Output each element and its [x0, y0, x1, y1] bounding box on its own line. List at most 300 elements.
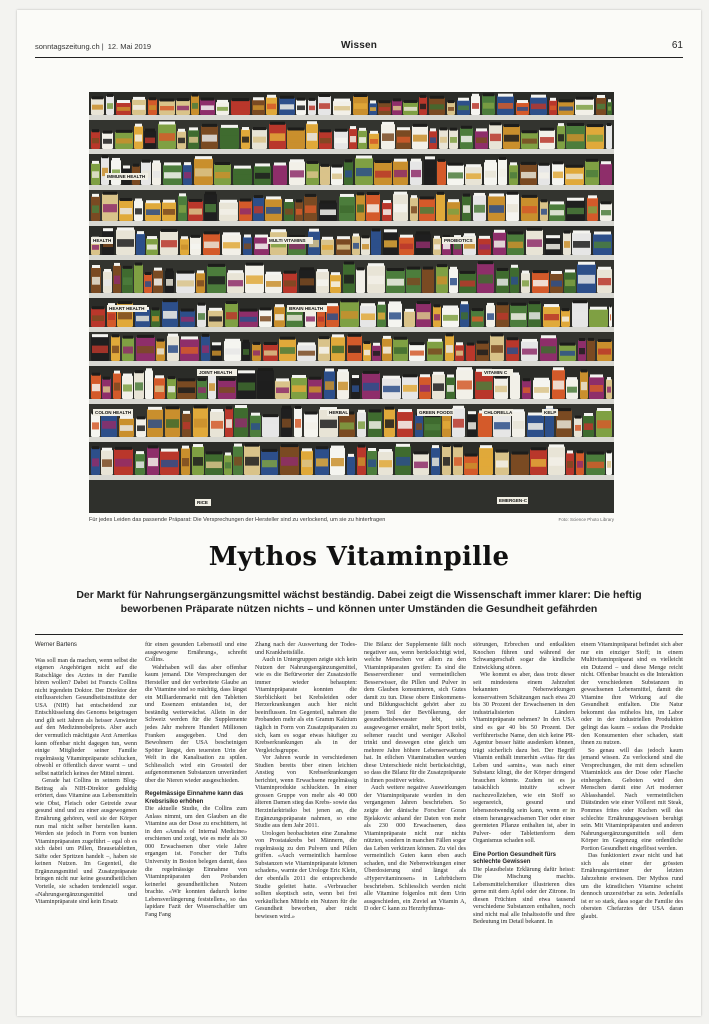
- bottle-cap: [497, 268, 508, 271]
- bottle-label: [318, 317, 324, 322]
- bottle-label: [598, 349, 611, 355]
- bottle-cap: [103, 131, 112, 134]
- bottle-label: [302, 460, 312, 467]
- bottle-cap: [416, 231, 430, 234]
- bottle-label: [157, 348, 164, 354]
- photo-caption: [89, 517, 614, 523]
- bottle-label: [225, 462, 231, 468]
- bottle-label: [587, 462, 604, 468]
- bottle-cap: [166, 406, 179, 409]
- bottle-cap: [263, 414, 278, 417]
- bottle-label: [240, 317, 257, 322]
- bottle-cap: [359, 128, 366, 131]
- bottle-cap: [274, 162, 286, 165]
- bottle-label: [411, 206, 417, 213]
- bottle-label: [517, 107, 528, 111]
- bottle-cap: [235, 405, 247, 408]
- bottle-cap: [137, 335, 154, 338]
- bottle-cap: [288, 127, 304, 130]
- bottle-cap: [205, 192, 216, 195]
- bottle-label: [116, 138, 132, 143]
- paragraph: Die aktuelle Studie, die Collins zum Anlass nimmt, um den Glauben an die Vitamine aus der Dose zu erschüttern, ist in den «Annals of Internal Medicine» erschienen und zeigt, wie es mehr als 30 000 Erwachsenen über viele Jahre ergangen ist. Forscher der Tufts University in Boston belegen damit, dass die regelmässige Einnahme von Vitaminpräparaten den Probanden keinerlei gesundheitlichen Nutzen brachte. «Wir konnten dadurch keine Lebensverlängerung feststellen», so das lapidare Fazit der Wissenschaftler um Fang Fang: [145, 806, 247, 918]
- bottle-label: [562, 317, 569, 322]
- bottle-cap: [383, 200, 391, 203]
- bottle-label: [281, 457, 298, 466]
- bottle-label: [438, 170, 445, 177]
- bottle-label: [198, 313, 205, 320]
- bottle-cap: [468, 411, 476, 414]
- bottle-label: [160, 106, 174, 110]
- bottle-label: [253, 350, 260, 355]
- bottle-cap: [181, 336, 198, 339]
- bottle-label: [320, 420, 337, 428]
- bottle-label: [423, 278, 433, 285]
- bottle-cap: [168, 334, 178, 337]
- bottle-label: [379, 460, 392, 467]
- bottle-cap: [357, 192, 364, 195]
- bottle-label: [145, 281, 151, 287]
- bottle-cap: [480, 445, 492, 448]
- bottle-cap: [302, 448, 312, 451]
- bottle-cap: [453, 406, 464, 409]
- bottle-cap: [414, 451, 428, 454]
- paragraph: Gerade hat Collins in seinem Blog-Beitrag als NIH-Direktor geduldig erörtert, dass Vitamine aus Lebensmitteln wie Obst, Fleisch oder Getreide zwar gesund sind und zu einer ausgewogenen Ernährung gehören, weil sie der Körper nun mal nicht selber herstellen kann. Werden sie jedoch in Form von bunten Vitaminpräparaten zugeführt – egal ob es sich dabei um Pillen, Brausetabletten, Säfte oder Spritzen handelt –, haben sie keinen Nutzen. Im Gegenteil, die Ergänzungsmittel und Zusatzpräparate bringen nicht nur keine gesundheitlichen Vorteile, sie schaden tendenziell sogar. «Nahrungsergänzungsmittel und Vitaminpräparate sind kein Ersatz: [35, 778, 137, 906]
- bottle-label: [206, 462, 222, 468]
- bottle-cap: [423, 267, 433, 270]
- bottle-label: [341, 311, 358, 319]
- bottle-label: [92, 458, 99, 466]
- bottle-label: [450, 137, 457, 143]
- bottle-cap: [420, 95, 426, 98]
- paragraph: So genau will das jedoch kaum jemand wissen. Zu verlockend sind die Versprechungen, die mit dem schnellen Vitaminkick aus der Dose oder Flasche einhergehen. Geboten wird den Menschen damit eine Art moderner Ablasshandel. Nach vermeintlichen Diätsünden wie einer Völlerei mit Steak, Pommes frites oder Kuchen will das schlechte Ernährungsgewissen beruhigt sein. Mit Vitaminpräparaten und anderen Nahrungsergänzungsmitteln soll dem Körper im Gegenzug eine ordentliche Portion Gesundheit eingeflösst werden.: [581, 747, 683, 852]
- photo-credit: Foto: Science Photo Library: [558, 517, 614, 522]
- bottle-label: [567, 387, 577, 393]
- bottle-label: [461, 312, 468, 319]
- bottle-cap: [276, 378, 289, 381]
- bottle-label: [479, 244, 490, 249]
- shelves-illustration: [89, 92, 614, 513]
- bottle-cap: [155, 375, 164, 378]
- bottle-cap: [242, 127, 249, 130]
- bottle-label: [559, 107, 573, 111]
- bottle-label: [489, 205, 504, 213]
- bottle-cap: [551, 271, 562, 274]
- bottle-cap: [358, 445, 365, 448]
- bottle-label: [541, 209, 547, 215]
- bottle-label: [385, 419, 394, 428]
- bottle-cap: [541, 335, 556, 338]
- bottle-cap: [212, 342, 221, 345]
- bottle-cap: [136, 451, 144, 454]
- bottle-cap: [297, 98, 305, 101]
- bottle-cap: [195, 156, 212, 159]
- bottle-label: [443, 421, 450, 429]
- bottle-cap: [280, 337, 295, 340]
- bottle-label: [527, 239, 542, 247]
- bottle-cap: [161, 449, 178, 452]
- bottle-cap: [383, 376, 400, 379]
- bottle-cap: [352, 375, 359, 378]
- bottle-label: [463, 205, 470, 213]
- product-label-emergenc: EMERGEN-C: [499, 498, 528, 503]
- bottle-cap: [102, 155, 108, 158]
- bottle-cap: [179, 193, 186, 196]
- bottle-cap: [491, 333, 503, 336]
- section-title: Wissen: [340, 40, 378, 51]
- bottle-cap: [266, 272, 281, 275]
- bottle-cap: [244, 234, 251, 237]
- bottle-label: [598, 278, 611, 285]
- bottle-label: [275, 314, 284, 320]
- bottle-label: [498, 103, 513, 109]
- subheading: Regelmässige Einnahme kann das Krebsrisiko erhöhen: [145, 791, 244, 805]
- paragraph: Zhang nach der Auswertung der Todes- und Krankheitsfälle.: [255, 642, 357, 656]
- bottle-label: [601, 172, 611, 179]
- bottle-cap: [485, 160, 496, 163]
- bottle-label: [136, 316, 149, 321]
- bottle-label: [288, 137, 304, 143]
- bottle-label: [204, 242, 219, 248]
- bottle-label: [490, 134, 501, 141]
- shelf-edge: [89, 115, 614, 120]
- bottle-label: [253, 137, 266, 143]
- site-name: sonntagszeitung.ch: [35, 42, 100, 51]
- bottle-cap: [437, 192, 444, 195]
- bottle-label: [494, 422, 510, 429]
- bottle-label: [370, 107, 376, 111]
- bottle-cap: [411, 195, 417, 198]
- lede-rule: [35, 634, 683, 635]
- bottle-cap: [135, 198, 142, 201]
- bottle-label: [546, 419, 553, 428]
- bottle-cap: [511, 303, 526, 306]
- bottle-cap: [206, 451, 222, 454]
- bottle-label: [541, 346, 556, 353]
- bottle-label: [394, 347, 407, 354]
- bottle-cap: [461, 301, 468, 304]
- bottle-cap: [102, 448, 112, 451]
- bottle-label: [590, 385, 603, 392]
- caption-text: Für jedes Leiden das passende Präparat: Die Versprechungen der Hersteller sind zu verlockend, um sie zu hinterfragen: [89, 517, 386, 523]
- bottle-label: [466, 173, 481, 179]
- bottle-cap: [226, 406, 232, 409]
- bottle-cap: [457, 367, 472, 370]
- bottle-cap: [281, 444, 298, 447]
- bottle-cap: [271, 229, 286, 232]
- bottle-cap: [198, 303, 205, 306]
- bottle-cap: [489, 193, 504, 196]
- bottle-cap: [367, 192, 379, 195]
- bottle-label: [225, 348, 240, 354]
- bottle-label: [437, 204, 444, 212]
- bottle-label: [607, 461, 611, 468]
- bottle-cap: [282, 406, 291, 409]
- bottle-label: [189, 209, 202, 215]
- bottle-cap: [387, 268, 404, 271]
- bottle-label: [197, 280, 204, 286]
- bottle-label: [246, 275, 263, 284]
- bottle-label: [472, 103, 479, 109]
- bottle-cap: [317, 269, 328, 272]
- bottle-cap: [253, 97, 264, 100]
- bottle-cap: [448, 163, 463, 166]
- paragraph: Die Bilanz der Supplemente fällt noch negativer aus, wenn berücksichtigt wird, welche Menschen vor allem zu den Vitaminpräparaten greifen: Es sind die Besserverdiener und vermeintlichen Besserwisser, die Pillen und Pulver in dem Glauben konsumieren, sich Gutes damit zu tun. Diese obere Einkommens- und Bildungsschicht gehört aber zu jenem Teil der Bevölkerung, der gesundheitsbewusster lebt, sich ausgewogener ernährt, mehr Sport treibt, seltener raucht und weniger Alkohol trinkt und deswegen eine gleich um mehrere Jahre höhere Lebenserwartung hat. In etlichen Vitaminstudien wurden diese Unterschiede nicht berücksichtigt, so dass die Bilanz für die Zusatzpräparate in ihnen positiver wirkte.: [364, 642, 466, 784]
- bottle-cap: [447, 374, 454, 377]
- bottle-cap: [181, 309, 194, 312]
- bottle-cap: [579, 338, 585, 341]
- bottle-cap: [362, 235, 369, 238]
- bottle-label: [446, 345, 453, 353]
- bottle-label: [458, 106, 469, 111]
- bottle-label: [135, 275, 142, 284]
- bottle-label: [209, 316, 222, 321]
- bottle-label: [123, 277, 132, 285]
- bottle-cap: [358, 410, 365, 413]
- bottle-cap: [363, 371, 379, 374]
- newspaper-page: [17, 10, 701, 1016]
- bottle-label: [258, 381, 273, 390]
- bottle-cap: [403, 374, 417, 377]
- bottle-label: [201, 105, 214, 110]
- bottle-cap: [189, 127, 198, 130]
- bottle-label: [416, 242, 430, 248]
- bottle-cap: [495, 376, 507, 379]
- bottle-cap: [181, 236, 188, 239]
- bottle-label: [557, 420, 571, 428]
- bottle-label: [544, 314, 559, 320]
- bottle-cap: [197, 270, 204, 273]
- bottle-cap: [557, 408, 571, 411]
- bottle-cap: [275, 304, 284, 307]
- bottle-label: [123, 384, 132, 391]
- bottle-cap: [240, 309, 257, 312]
- bottle-cap: [373, 343, 380, 346]
- bottle-cap: [234, 444, 242, 447]
- bottle-label: [317, 279, 328, 286]
- bottle-label: [108, 313, 115, 320]
- bottle-label: [560, 351, 575, 356]
- bottle-label: [567, 134, 584, 141]
- bottle-label: [425, 424, 440, 430]
- bottle-label: [607, 134, 611, 141]
- header-rule: [35, 57, 683, 58]
- bottle-label: [242, 137, 249, 143]
- paragraph: Auch in Untergruppen zeigte sich kein Nutzen der Nahrungsergänzungsmittel, wie es die Befürworter der Zusatzstoffe immer wieder behaupten: Vitaminpräparate konnten die Sterblichkeit bei Krebsleiden oder Herzerkrankungen auch hier nicht beeinflussen. Im Gegenteil, nahmen die Probanden mehr als ein Gramm Kalzium täglich in Form von Zusatzpräparaten zu sich, kam es sogar etwas häufiger zu Krebserkrankungen als in der Vergleichsgruppe.: [255, 657, 357, 754]
- bottle-label: [260, 316, 271, 321]
- bottle-cap: [146, 368, 152, 371]
- bottle-label: [344, 275, 354, 284]
- bottle-cap: [356, 155, 372, 158]
- bottle-label: [300, 278, 314, 285]
- bottle-label: [573, 241, 590, 248]
- bottle-label: [430, 137, 436, 143]
- bottle-cap: [487, 303, 494, 306]
- bottle-label: [148, 458, 158, 466]
- bottle-cap: [92, 265, 100, 268]
- bottle-label: [362, 244, 369, 249]
- bottle-label: [363, 383, 379, 391]
- bottle-label: [358, 421, 365, 429]
- bottle-cap: [521, 162, 536, 165]
- bottle-cap: [123, 374, 132, 377]
- bottle-label: [594, 242, 611, 248]
- bottle-label: [567, 208, 584, 214]
- bottle-label: [92, 315, 104, 321]
- bottle-label: [454, 244, 461, 249]
- bottle-cap: [499, 157, 506, 160]
- bottle-cap: [114, 371, 120, 374]
- bottle-label: [307, 133, 317, 141]
- bottle-label: [396, 457, 410, 466]
- bottle-label: [335, 138, 347, 143]
- bottle-cap: [601, 161, 611, 164]
- bottle-label: [92, 138, 99, 143]
- bottle-cap: [587, 124, 603, 127]
- bottle-label: [117, 239, 134, 247]
- bottle-label: [266, 207, 281, 214]
- bottle-label: [114, 276, 120, 284]
- bottle-cap: [267, 95, 276, 98]
- bottle-label: [522, 139, 537, 144]
- bottle-label: [92, 171, 99, 178]
- bottle-label: [350, 136, 356, 142]
- bottle-label: [289, 244, 305, 249]
- bottle-label: [443, 457, 450, 466]
- bottle-cap: [189, 199, 202, 202]
- bottle-label: [597, 420, 611, 428]
- bottle-label: [209, 383, 215, 391]
- paragraph: Die plausibelste Erklärung dafür heisst: Die Mischung machts. Lebensmittelchemiker illustrieren dies gerne mit dem Apfel oder der Zitrone. In diesen Früchten sind etwa tausend verschiedene Substanzen enthalten, noch sind nicht mal alle Inhaltsstoffe und ihre Bedeutung im Detail bekannt. In: [473, 866, 575, 926]
- supplement-shelves-photo: [89, 92, 614, 513]
- bottle-cap: [341, 299, 358, 302]
- paragraph: störungen, Erbrechen und entkalkten Knochen führen und während der Schwangerschaft sogar die kindliche Entwicklung stören.: [473, 642, 575, 671]
- bottle-cap: [92, 96, 103, 99]
- bottle-label: [179, 205, 186, 213]
- bottle-cap: [522, 130, 537, 133]
- bottle-cap: [479, 236, 490, 239]
- bottle-cap: [145, 272, 151, 275]
- bottle-cap: [178, 129, 185, 132]
- bottle-cap: [92, 129, 99, 132]
- bottle-label: [322, 245, 333, 250]
- bottle-label: [496, 460, 508, 467]
- bottle-cap: [161, 229, 177, 232]
- bottle-cap: [307, 121, 317, 124]
- bottle-cap: [153, 160, 160, 163]
- bottle-cap: [587, 452, 604, 455]
- bottle-cap: [202, 334, 209, 337]
- bottle-cap: [243, 340, 249, 343]
- bottle-label: [267, 104, 276, 109]
- bottle-label: [575, 425, 581, 431]
- bottle-cap: [437, 264, 447, 267]
- text-column-4: [364, 642, 466, 914]
- bottle-cap: [254, 195, 263, 198]
- bottle-cap: [450, 128, 457, 131]
- bottle-cap: [228, 270, 243, 273]
- bottle-cap: [258, 368, 273, 371]
- bottle-cap: [225, 452, 231, 455]
- bottle-cap: [597, 408, 611, 411]
- bottle-label: [274, 172, 286, 178]
- masthead-left: sonntagszeitung.ch | 12. Mai 2019: [35, 42, 152, 51]
- bottle-cap: [405, 309, 414, 312]
- shelf-tag-herbal: HERBAL: [329, 410, 349, 415]
- paragraph: einem Vitaminpräparat befindet sich aber nur ein einziger Stoff; in einem Multivitaminpräparat sind es vielleicht ein Dutzend – und diese Menge reicht nicht. Offenbar braucht es die Interaktion der verschiedenen Substanzen in gewachsenen Lebensmittel, damit die Vitamine ihre Wirkung auf die Gesundheit entfalten. Die Natur bekommt das mühelos hin, im Labor oder in der industriellen Produktion gelingt das kaum – sodass die Produkte den Konsumenten eher schaden, statt ihnen zu nutzen.: [581, 642, 683, 747]
- bottle-label: [202, 135, 217, 142]
- bottle-cap: [166, 268, 173, 271]
- bottle-cap: [338, 369, 348, 372]
- bottle-cap: [164, 162, 181, 165]
- bottle-label: [198, 387, 206, 393]
- bottle-cap: [467, 343, 474, 346]
- shelf-tag-immune: IMMUNE HEALTH: [107, 174, 146, 179]
- bottle-label: [192, 103, 198, 109]
- bottle-cap: [400, 235, 413, 238]
- bottle-label: [404, 107, 417, 111]
- bottle-cap: [420, 374, 430, 377]
- bottle-cap: [255, 163, 270, 166]
- bottle-label: [152, 316, 159, 321]
- bottle-cap: [472, 308, 483, 311]
- masthead: [35, 40, 683, 54]
- bottle-label: [428, 348, 442, 354]
- bottle-cap: [117, 227, 134, 230]
- bottle-label: [370, 139, 378, 144]
- bottle-label: [253, 105, 264, 110]
- bottle-cap: [135, 370, 143, 373]
- bottle-label: [352, 385, 359, 392]
- bottle-label: [417, 312, 430, 319]
- bottle-cap: [546, 406, 553, 409]
- bottle-cap: [578, 262, 595, 265]
- bottle-cap: [232, 98, 249, 101]
- bottle-label: [588, 348, 594, 354]
- bottle-label: [584, 423, 593, 430]
- bottle-label: [495, 386, 507, 392]
- bottle-label: [195, 168, 212, 176]
- bottle-label: [358, 457, 365, 466]
- bottle-cap: [177, 271, 194, 274]
- bottle-cap: [137, 416, 145, 419]
- bottle-cap: [133, 164, 139, 167]
- bottle-cap: [428, 339, 442, 342]
- bottle-label: [240, 208, 251, 214]
- bottle-label: [512, 462, 528, 468]
- bottle-cap: [208, 264, 225, 267]
- bottle-cap: [92, 334, 108, 337]
- bottle-cap: [461, 126, 472, 129]
- bottle-label: [292, 385, 306, 392]
- bottle-label: [403, 385, 417, 392]
- bottle-cap: [103, 377, 110, 380]
- bottle-cap: [117, 100, 130, 103]
- bottle-label: [373, 351, 380, 356]
- bottle-label: [135, 135, 142, 142]
- bottle-label: [137, 241, 144, 248]
- bottle-cap: [573, 230, 590, 233]
- bottle-label: [384, 240, 397, 247]
- bottle-cap: [463, 194, 470, 197]
- bottle-label: [163, 311, 177, 319]
- bottle-label: [135, 382, 143, 390]
- bottle-label: [220, 209, 237, 215]
- shelf-tag-probiotics: PROBIOTICS: [444, 238, 473, 243]
- bottle-cap: [512, 452, 528, 455]
- bottle-label: [212, 351, 221, 356]
- bottle-label: [456, 351, 463, 356]
- bottle-label: [92, 346, 108, 353]
